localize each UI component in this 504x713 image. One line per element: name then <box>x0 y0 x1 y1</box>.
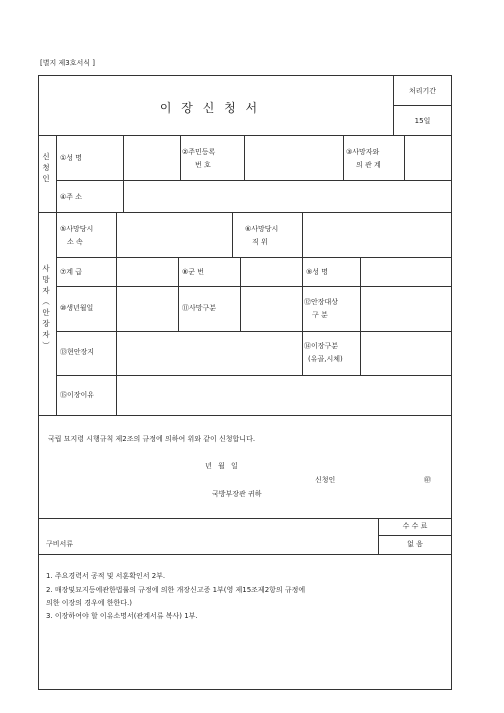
deceased-birth-label: ⑩생년월일 <box>60 304 94 312</box>
deceased-section-label: 사 망 자 ︵ 안 장 자 ︶ <box>42 264 50 350</box>
processing-value: 15일 <box>414 117 431 125</box>
applicant-address-label: ④주 소 <box>60 193 83 201</box>
document-item: 3. 이장하여야 할 이유소명서(관계서류 복사) 1부. <box>46 612 198 620</box>
deceased-reason-label: ⑮이장이유 <box>60 391 95 399</box>
deceased-birth-value[interactable] <box>117 287 177 330</box>
deceased-burial-type-label-2: 구 분 <box>312 311 328 319</box>
divider <box>178 257 179 331</box>
divider <box>56 135 57 212</box>
applicant-rrn-value[interactable] <box>245 136 342 179</box>
deceased-name-value[interactable] <box>361 258 451 285</box>
document-item: 1. 주요경력서 공적 및 서훈확인서 2부. <box>46 572 166 580</box>
deceased-unit-label-1: ⑤사망당시 <box>60 225 94 233</box>
statement-applicant-label: 신청인 <box>315 476 336 484</box>
deceased-current-place-label: ⑬현안장지 <box>60 348 95 356</box>
divider <box>38 518 452 519</box>
divider <box>378 535 452 536</box>
processing-label: 처리기간 <box>408 87 437 95</box>
applicant-rrn-label-2: 번 호 <box>195 161 211 169</box>
deceased-burial-type-value[interactable] <box>361 287 451 330</box>
deceased-reason-value[interactable] <box>117 376 451 414</box>
divider <box>56 212 57 415</box>
divider <box>302 257 303 331</box>
applicant-rrn-label-1: ②주민등록 <box>182 148 216 156</box>
fee-value: 없 음 <box>407 540 423 548</box>
divider <box>232 212 233 257</box>
deceased-death-type-value[interactable] <box>241 287 301 330</box>
deceased-unit-label-2: 소 속 <box>67 238 83 246</box>
deceased-death-type-label: ⑪사망구분 <box>182 304 217 312</box>
statement-addressee: 국방부장관 귀하 <box>212 490 262 498</box>
fee-label: 수 수 료 <box>402 522 428 530</box>
deceased-position-label-1: ⑥사망당시 <box>245 225 279 233</box>
document-item: 2. 매장및묘지등에관한법률의 규정에 의한 개장신고증 1부(영 제15조제2항의 규정에 <box>46 586 306 594</box>
deceased-name-label: ⑨성 명 <box>306 268 329 276</box>
applicant-relation-label-2: 의 관 계 <box>356 161 381 169</box>
divider <box>302 331 303 375</box>
deceased-relocation-type-label-2: (유골,시체) <box>308 355 343 363</box>
deceased-relocation-type-label-1: ⑭이장구분 <box>304 342 339 350</box>
applicant-section-label: 신 청 인 <box>42 152 50 183</box>
deceased-service-label: ⑧군 번 <box>182 268 205 276</box>
applicant-name-value[interactable] <box>124 136 179 179</box>
deceased-rank-value[interactable] <box>117 258 177 285</box>
deceased-unit-value[interactable] <box>117 213 231 256</box>
deceased-current-place-value[interactable] <box>117 332 301 374</box>
divider <box>38 415 452 416</box>
divider <box>38 554 452 555</box>
seal-mark: ㊞ <box>424 476 431 484</box>
divider <box>343 135 344 180</box>
applicant-relation-value[interactable] <box>405 136 451 179</box>
deceased-position-label-2: 직 위 <box>252 238 268 246</box>
divider <box>393 105 452 106</box>
statement-text: 국립 묘지령 시행규칙 제2조의 규정에 의하여 위와 같이 신청합니다. <box>48 435 256 443</box>
form-number: [별지 제3호서식 ] <box>40 59 95 67</box>
divider <box>180 135 181 180</box>
deceased-relocation-type-value[interactable] <box>361 332 451 374</box>
deceased-service-value[interactable] <box>241 258 301 285</box>
form-title: 이 장 신 청 서 <box>159 101 261 115</box>
deceased-burial-type-label-1: ⑫안장대상 <box>304 298 339 306</box>
statement-applicant-signature[interactable] <box>345 474 420 486</box>
applicant-name-label: ①성 명 <box>60 154 83 162</box>
deceased-position-value[interactable] <box>303 213 451 256</box>
applicant-relation-label-1: ③사망자와 <box>346 148 380 156</box>
applicant-address-value[interactable] <box>124 181 451 211</box>
documents-label: 구비서류 <box>46 540 74 548</box>
document-item: 의한 이장의 경우에 한한다.) <box>46 599 133 607</box>
statement-date: 년 월 일 <box>205 462 238 470</box>
deceased-rank-label: ⑦계 급 <box>60 268 83 276</box>
